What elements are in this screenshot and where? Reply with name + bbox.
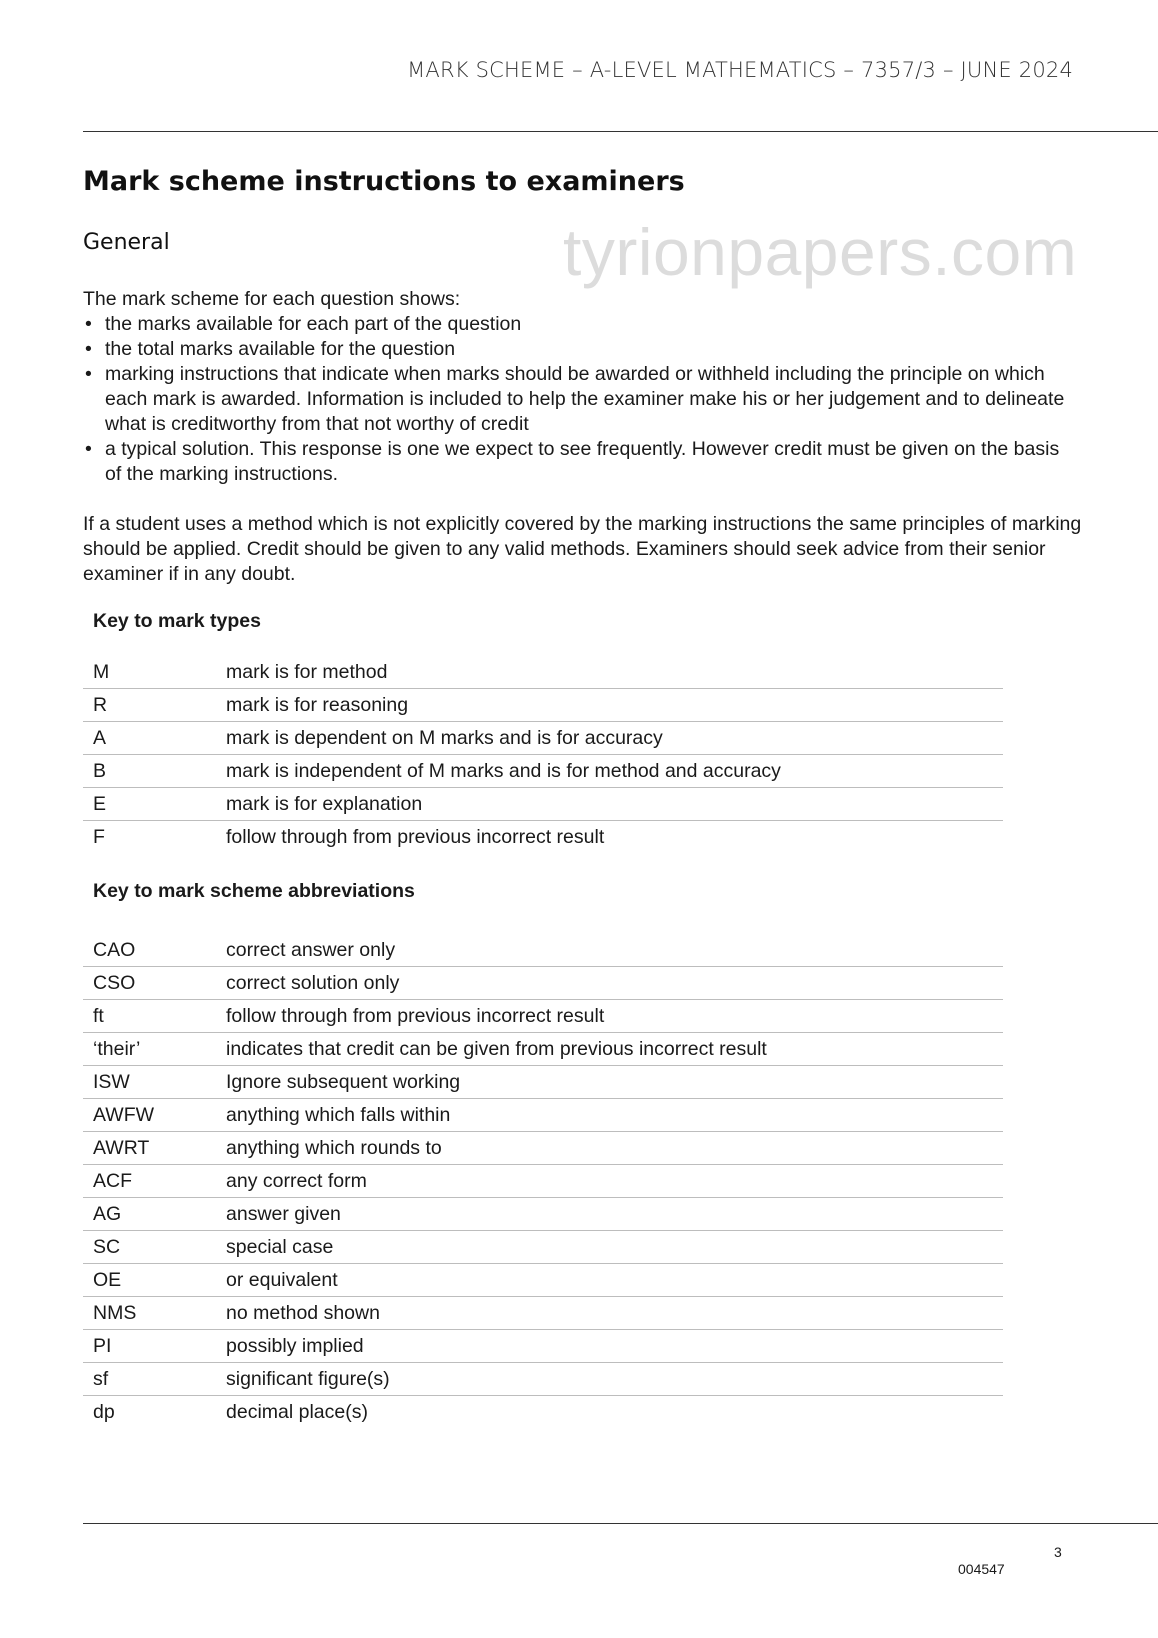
mark-description: mark is for reasoning bbox=[216, 689, 1003, 722]
abbreviation-description: anything which falls within bbox=[216, 1099, 1003, 1132]
table-row bbox=[83, 1066, 1003, 1099]
mark-code: B bbox=[83, 755, 216, 788]
abbreviation-code: ft bbox=[83, 1000, 216, 1033]
table-row bbox=[83, 1264, 1003, 1297]
mark-code: E bbox=[83, 788, 216, 821]
abbreviation-code: AWFW bbox=[83, 1099, 216, 1132]
table-row bbox=[83, 1132, 1003, 1165]
abbreviation-code: CSO bbox=[83, 967, 216, 1000]
page-number: 3 bbox=[1054, 1544, 1062, 1560]
mark-description: mark is dependent on M marks and is for accuracy bbox=[216, 722, 1003, 755]
table-row bbox=[83, 1033, 1003, 1066]
table-row bbox=[83, 755, 1003, 788]
abbreviation-description: follow through from previous incorrect result bbox=[216, 1000, 1003, 1033]
abbreviation-description: possibly implied bbox=[216, 1330, 1003, 1363]
table-row bbox=[83, 656, 1003, 689]
mark-description: mark is for explanation bbox=[216, 788, 1003, 821]
table-row bbox=[83, 821, 1003, 854]
abbreviation-description: correct answer only bbox=[216, 934, 1003, 967]
table-row bbox=[83, 1330, 1003, 1363]
abbreviation-description: significant figure(s) bbox=[216, 1363, 1003, 1396]
table-row bbox=[83, 788, 1003, 821]
abbreviation-description: or equivalent bbox=[216, 1264, 1003, 1297]
abbreviations-heading: Key to mark scheme abbreviations bbox=[93, 880, 415, 902]
mark-description: mark is independent of M marks and is for method and accuracy bbox=[216, 755, 1003, 788]
abbreviation-description: special case bbox=[216, 1231, 1003, 1264]
table-row bbox=[83, 1396, 1003, 1429]
mark-code: A bbox=[83, 722, 216, 755]
abbreviations-table bbox=[83, 934, 1003, 1428]
abbreviation-code: sf bbox=[83, 1363, 216, 1396]
mark-code: F bbox=[93, 825, 105, 848]
header-divider bbox=[83, 131, 1158, 132]
abbreviation-description: indicates that credit can be given from previous incorrect result bbox=[216, 1033, 1003, 1066]
general-intro: The mark scheme for each question shows: bbox=[83, 288, 461, 310]
abbreviation-code: CAO bbox=[83, 934, 216, 967]
abbreviation-description: any correct form bbox=[216, 1165, 1003, 1198]
abbreviation-description: answer given bbox=[216, 1198, 1003, 1231]
abbreviation-code: dp bbox=[93, 1400, 115, 1423]
abbreviation-description: anything which rounds to bbox=[216, 1132, 1003, 1165]
abbreviation-code: ACF bbox=[83, 1165, 216, 1198]
abbreviation-code: SC bbox=[83, 1231, 216, 1264]
abbreviation-code: PI bbox=[83, 1330, 216, 1363]
section-heading-general: General bbox=[83, 230, 170, 255]
page-title: Mark scheme instructions to examiners bbox=[83, 166, 685, 197]
abbreviation-code: NMS bbox=[83, 1297, 216, 1330]
bullet-item: • a typical solution. This response is one we expect to see frequently. However credit must be given on the basis of the marking instructions. bbox=[83, 437, 1073, 487]
bullet-item: • the marks available for each part of the question bbox=[83, 312, 1073, 337]
abbreviation-code: ISW bbox=[83, 1066, 216, 1099]
document-header: MARK SCHEME – A-LEVEL MATHEMATICS – 7357/3 – JUNE 2024 bbox=[407, 58, 1073, 82]
table-row bbox=[83, 1363, 1003, 1396]
abbreviation-description: correct solution only bbox=[216, 967, 1003, 1000]
table-row bbox=[83, 1198, 1003, 1231]
abbreviation-code: OE bbox=[83, 1264, 216, 1297]
table-row bbox=[83, 1099, 1003, 1132]
abbreviation-description: no method shown bbox=[216, 1297, 1003, 1330]
table-row bbox=[83, 1231, 1003, 1264]
watermark: tyrionpapers.com bbox=[563, 215, 1078, 289]
bullet-item: • marking instructions that indicate when marks should be awarded or withheld including the principle on which each mark is awarded. Information is included to help the examiner make his or her judgement and to delineate what is creditworthy from that not worthy of credit bbox=[83, 362, 1073, 437]
mark-description: mark is for method bbox=[216, 656, 1003, 689]
table-row bbox=[83, 967, 1003, 1000]
table-row bbox=[83, 934, 1003, 967]
table-row bbox=[83, 1000, 1003, 1033]
abbreviation-code: AWRT bbox=[83, 1132, 216, 1165]
footer-divider bbox=[83, 1523, 1158, 1524]
mark-description: follow through from previous incorrect result bbox=[226, 825, 605, 848]
abbreviation-description: Ignore subsequent working bbox=[216, 1066, 1003, 1099]
bullet-item: • the total marks available for the question bbox=[83, 337, 1073, 362]
table-row bbox=[83, 1165, 1003, 1198]
general-bullet-list bbox=[83, 312, 1073, 487]
mark-types-heading: Key to mark types bbox=[93, 610, 261, 632]
table-row bbox=[83, 1297, 1003, 1330]
document-code: 004547 bbox=[958, 1561, 1005, 1577]
mark-code: M bbox=[83, 656, 216, 689]
general-paragraph: If a student uses a method which is not explicitly covered by the marking instructions the same principles of marking should be applied. Credit should be given to any valid methods. Examiners should seek advice from their senior examiner if in any doubt. bbox=[83, 513, 1082, 585]
table-row bbox=[83, 689, 1003, 722]
mark-types-table bbox=[83, 656, 1003, 853]
mark-code: R bbox=[83, 689, 216, 722]
abbreviation-code: AG bbox=[83, 1198, 216, 1231]
abbreviation-description: decimal place(s) bbox=[226, 1400, 368, 1423]
table-row bbox=[83, 722, 1003, 755]
abbreviation-code: ‘their’ bbox=[83, 1033, 216, 1066]
